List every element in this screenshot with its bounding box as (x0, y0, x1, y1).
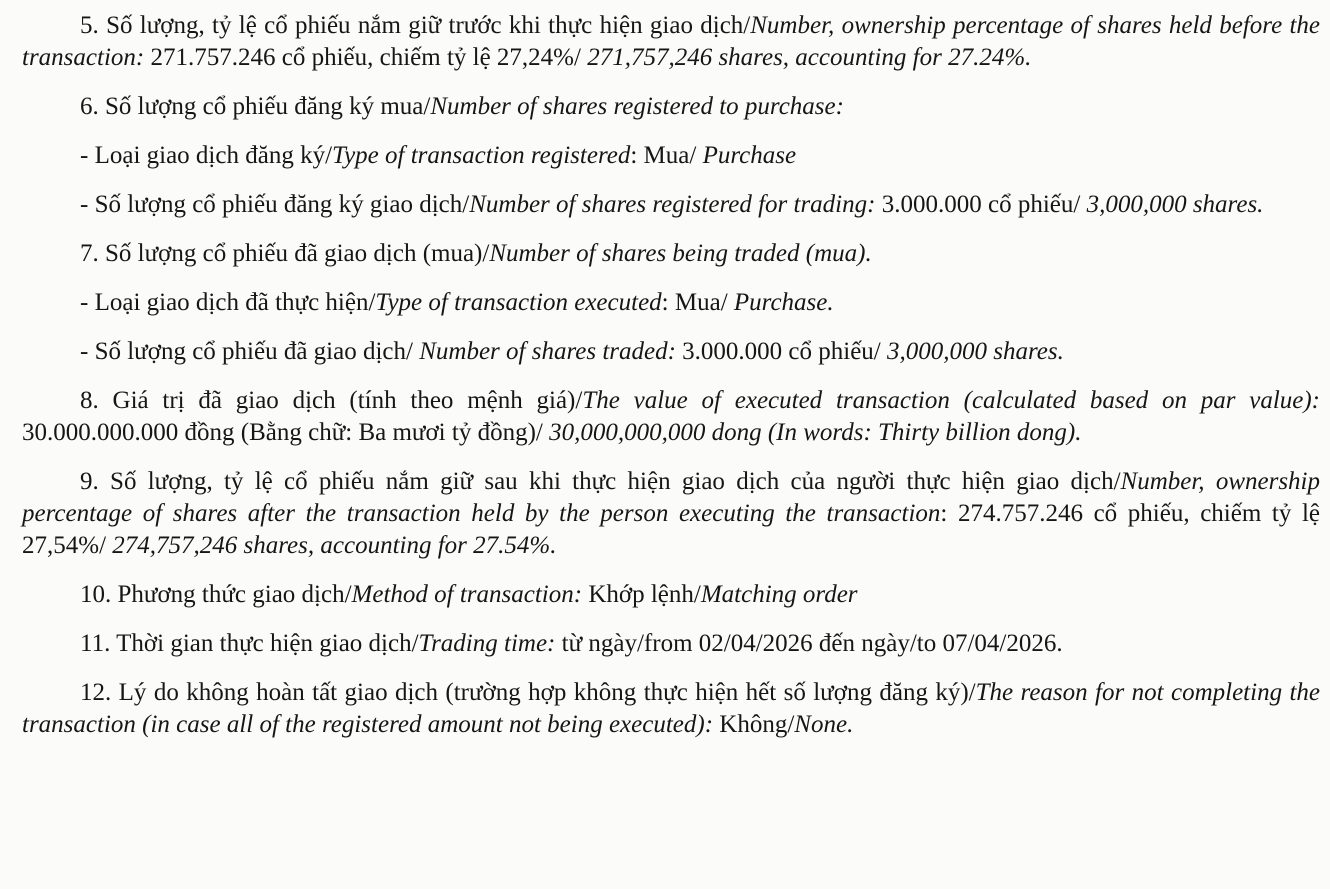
item-label-vi: - Loại giao dịch đã thực hiện/ (80, 289, 376, 316)
item-value-en: Matching order (700, 581, 858, 608)
item-value-vi: 3.000.000 cổ phiếu/ (875, 191, 1087, 218)
item-10-method (22, 579, 1320, 611)
item-label-en: The reason for not completing the transaction (in case all of the registered amount not being executed): (22, 679, 1321, 738)
item-12-reason (22, 677, 1320, 741)
item-value-vi: 3.000.000 cổ phiếu/ (675, 338, 888, 365)
item-8-transaction-value (22, 385, 1320, 449)
item-value-vi: : 274.757.246 cổ phiếu, chiếm tỷ lệ 27,54%/ (22, 500, 1320, 559)
item-label-en: Type of transaction registered (332, 142, 631, 169)
item-value-en: 3,000,000 shares. (1086, 191, 1264, 218)
item-label-vi: Phương thức giao dịch/ (117, 581, 352, 608)
item-label-en: Number of shares registered for trading: (469, 191, 876, 218)
item-label-en: Method of transaction: (351, 581, 583, 608)
item-11-trading-time (22, 628, 1320, 660)
item-label-en: Type of transaction executed (375, 289, 662, 316)
item-7-shares-traded (22, 238, 1320, 270)
item-value-en: 3,000,000 shares. (887, 338, 1064, 365)
item-number: 9. (80, 468, 99, 495)
item-label-en: Trading time: (418, 630, 556, 657)
item-value-vi: từ ngày/from 02/04/2026 đến ngày/to 07/04/2026. (555, 630, 1063, 657)
item-label-vi: Số lượng, tỷ lệ cổ phiếu nắm giữ trước khi thực hiện giao dịch/ (106, 12, 751, 39)
item-number: 11. (80, 630, 111, 657)
item-value-vi: : Mua/ (630, 142, 703, 169)
item-number: 10. (80, 581, 112, 608)
item-value-vi: 271.757.246 cổ phiếu, chiếm tỷ lệ 27,24%/ (144, 44, 588, 71)
item-value-en: None. (794, 711, 854, 738)
item-7-shares-count (22, 336, 1320, 368)
item-label-vi: Số lượng cổ phiếu đã giao dịch (mua)/ (105, 240, 490, 267)
item-7-transaction-type (22, 287, 1320, 319)
item-number: 6. (80, 93, 99, 120)
item-value-vi: Không/ (713, 711, 795, 738)
item-label-vi: Giá trị đã giao dịch (tính theo mệnh giá)/ (112, 387, 583, 414)
item-label-en: Number of shares traded: (419, 338, 676, 365)
item-label-vi: Số lượng, tỷ lệ cổ phiếu nắm giữ sau khi thực hiện giao dịch của người thực hiện giao dịch/ (110, 468, 1121, 495)
item-number: 5. (80, 12, 99, 39)
item-5-ownership-before (22, 10, 1320, 74)
item-label-en: Number, ownership percentage of shares after the transaction held by the person executing the transaction (22, 468, 1321, 527)
item-label-vi: Thời gian thực hiện giao dịch/ (116, 630, 419, 657)
item-label-vi: Số lượng cổ phiếu đăng ký mua/ (105, 93, 431, 120)
item-number: 12. (80, 679, 112, 706)
item-value-vi: 30.000.000.000 đồng (Bằng chữ: Ba mươi tỷ đồng)/ (22, 419, 550, 446)
item-label-en: Number of shares registered to purchase: (430, 93, 844, 120)
item-6-shares-registered (22, 91, 1320, 123)
item-label-en: Number, ownership percentage of shares held before the transaction: (22, 12, 1321, 71)
item-label-vi: - Loại giao dịch đăng ký/ (80, 142, 333, 169)
item-6-transaction-type (22, 140, 1320, 172)
item-number: 8. (80, 387, 99, 414)
item-6-shares-count (22, 189, 1320, 221)
item-label-vi: - Số lượng cổ phiếu đã giao dịch/ (80, 338, 420, 365)
item-9-ownership-after (22, 466, 1320, 562)
document-body (22, 10, 1320, 758)
item-value-en: Purchase (702, 142, 797, 169)
item-value-en: 274,757,246 shares, accounting for 27.54%. (112, 532, 557, 559)
item-label-vi: Lý do không hoàn tất giao dịch (trường hợp không thực hiện hết số lượng đăng ký)/ (118, 679, 976, 706)
item-value-en: 271,757,246 shares, accounting for 27.24%. (587, 44, 1032, 71)
item-number: 7. (80, 240, 99, 267)
item-value-en: 30,000,000,000 dong (In words: Thirty billion dong). (549, 419, 1082, 446)
item-label-vi: - Số lượng cổ phiếu đăng ký giao dịch/ (80, 191, 470, 218)
item-value-vi: : Mua/ (661, 289, 734, 316)
item-value-en: Purchase. (733, 289, 834, 316)
item-label-en: Number of shares being traded (mua). (489, 240, 872, 267)
item-label-en: The value of executed transaction (calculated based on par value): (582, 387, 1321, 414)
item-value-vi: Khớp lệnh/ (582, 581, 701, 608)
